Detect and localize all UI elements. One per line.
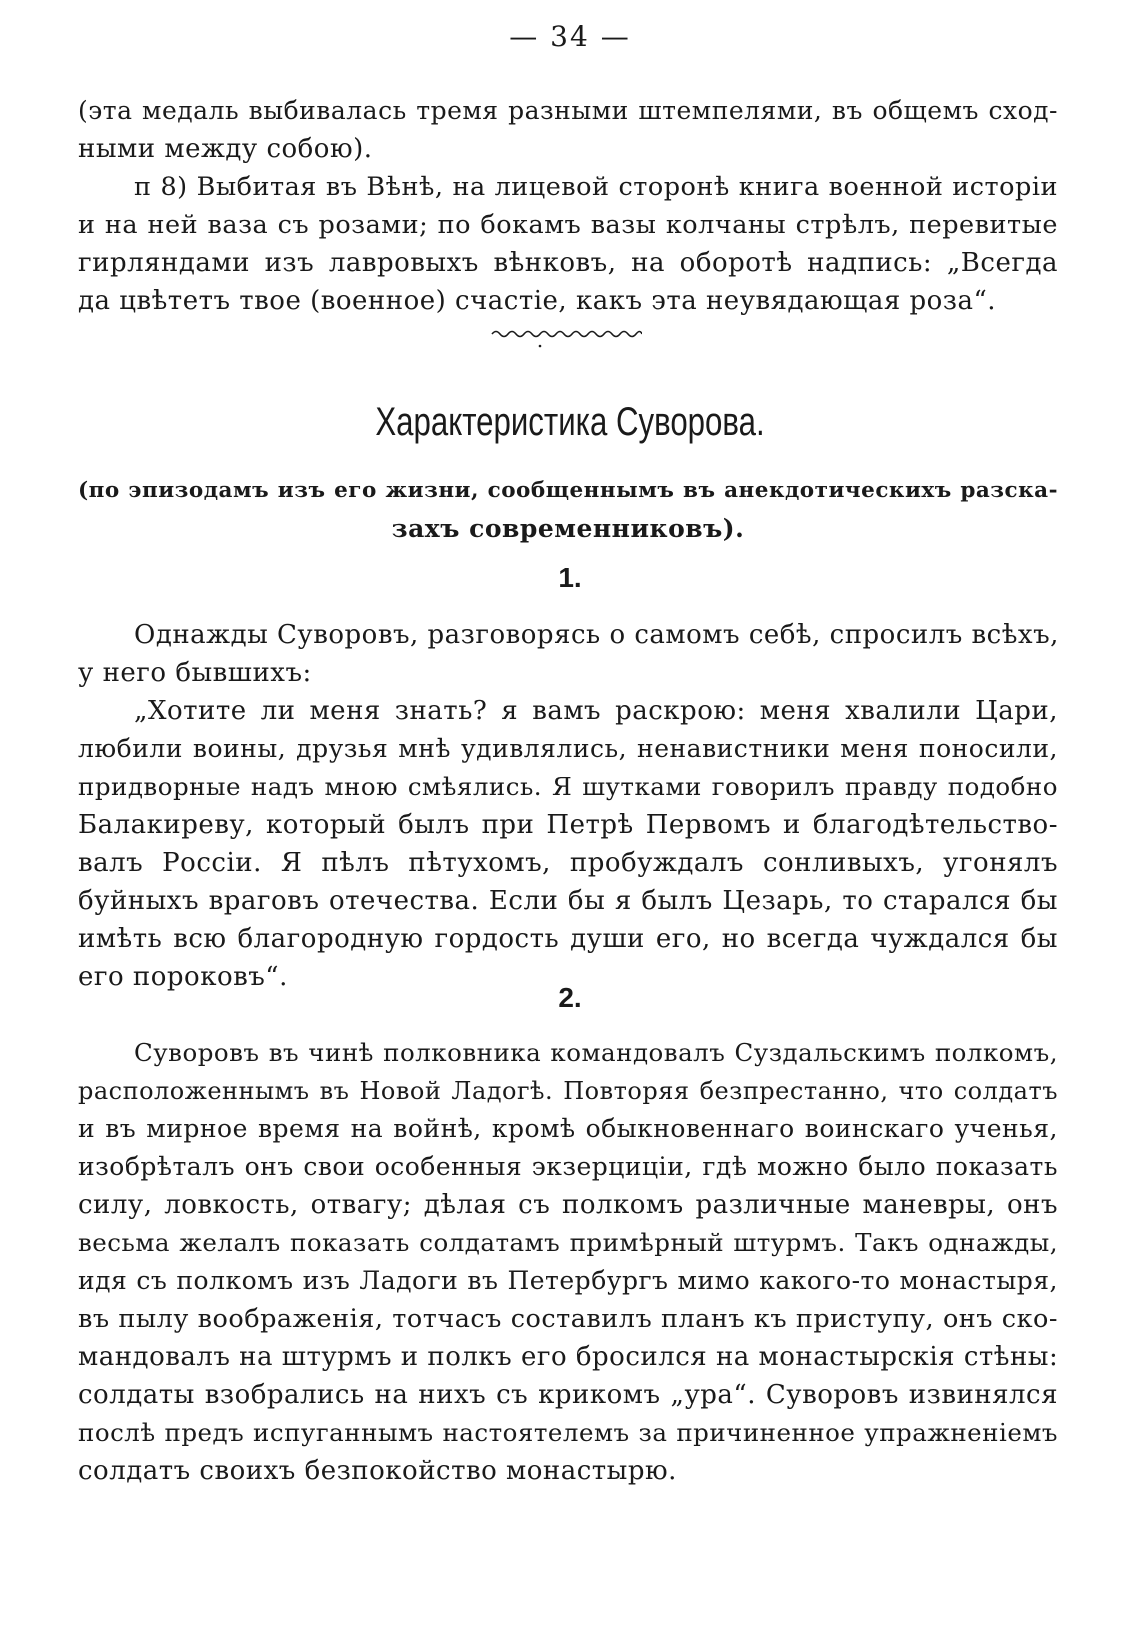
text-line: „Хотите ли меня знать? я вамъ раскрою: меня хвалили Цари,	[134, 696, 1058, 726]
text-line: (по эпизодамъ изъ его жизни, сообщеннымъ въ анекдотическихъ разска-	[78, 478, 1058, 503]
text-line: его пороковъ“.	[78, 962, 288, 992]
text-line: у него бывшихъ:	[78, 658, 312, 688]
page-number: — 34 —	[509, 20, 631, 53]
text-line: Однажды Суворовъ, разговорясь о самомъ себѣ, спросилъ всѣхъ,	[134, 620, 1059, 650]
text-line: да цвѣтетъ твое (военное) счастіе, какъ эта неувядающая роза“.	[78, 286, 997, 316]
text-line: придворные надъ мною смѣялись. Я шутками говорилъ правду подобно	[78, 772, 1058, 801]
text-line: идя съ полкомъ изъ Ладоги въ Петербургъ мимо какого-то монастыря,	[78, 1266, 1058, 1295]
text-line: послѣ предъ испуганнымъ настоятелемъ за причиненное упражненіемъ	[78, 1418, 1058, 1447]
text-line: буйныхъ враговъ отечества. Если бы я былъ Цезарь, то старался бы	[78, 886, 1058, 916]
section-2-text	[78, 1034, 1058, 1490]
intro-paragraph	[78, 92, 1058, 320]
text-line: солдаты взобрались на нихъ съ крикомъ „ура“. Суворовъ извинялся	[78, 1380, 1058, 1410]
text-line: мандовалъ на штурмъ и полкъ его бросился на монастырскія стѣны:	[78, 1342, 1059, 1372]
text-line: и на ней ваза съ розами; по бокамъ вазы колчаны стрѣлъ, перевитые	[78, 210, 1058, 240]
section-1-text	[78, 616, 1058, 996]
text-line: силу, ловкость, отвагу; дѣлая съ полкомъ различные маневры, онъ	[78, 1190, 1058, 1220]
text-line: ными между собою).	[78, 134, 373, 164]
text-line: захъ современниковъ).	[391, 514, 745, 543]
text-line: изобрѣталъ онъ свои особенныя экзерциціи, гдѣ можно было показать	[78, 1152, 1058, 1181]
text-line: Балакиреву, который былъ при Петрѣ Первомъ и благодѣтельство-	[78, 810, 1058, 840]
section-number-1: 1.	[558, 562, 582, 593]
text-line: солдатъ своихъ безпокойство монастырю.	[78, 1456, 677, 1486]
text-line: (эта медаль выбивалась тремя разными штемпелями, въ общемъ сход-	[78, 96, 1058, 125]
chapter-title: Характеристика Суворова.	[375, 400, 765, 444]
text-line: и въ мирное время на войнѣ, кромѣ обыкновеннаго воинскаго ученья,	[78, 1114, 1058, 1143]
text-line: весьма желалъ показать солдатамъ примѣрный штурмъ. Такъ однажды,	[78, 1228, 1058, 1257]
section-number-2: 2.	[558, 982, 582, 1013]
text-line: въ пылу воображенія, тотчасъ составилъ планъ къ приступу, онъ ско-	[78, 1304, 1058, 1334]
text-line: Суворовъ въ чинѣ полковника командовалъ Суздальскимъ полкомъ,	[134, 1038, 1058, 1067]
wavy-divider-ornament	[490, 326, 642, 350]
text-line: гирляндами изъ лавровыхъ вѣнковъ, на оборотѣ надпись: „Всегда	[78, 248, 1058, 278]
text-line: п 8) Выбитая въ Вѣнѣ, на лицевой сторонѣ книга военной исторіи	[134, 172, 1058, 202]
text-line: имѣть всю благородную гордость души его, но всегда чуждался бы	[78, 924, 1058, 954]
text-line: расположеннымъ въ Новой Ладогѣ. Повторяя безпрестанно, что солдатъ	[78, 1077, 1058, 1105]
text-line: валъ Россіи. Я пѣлъ пѣтухомъ, пробуждалъ сонливыхъ, угонялъ	[78, 848, 1058, 878]
text-line: любили воины, друзья мнѣ удивлялись, ненавистники меня поносили,	[78, 734, 1058, 763]
chapter-subtitle	[78, 472, 1058, 548]
